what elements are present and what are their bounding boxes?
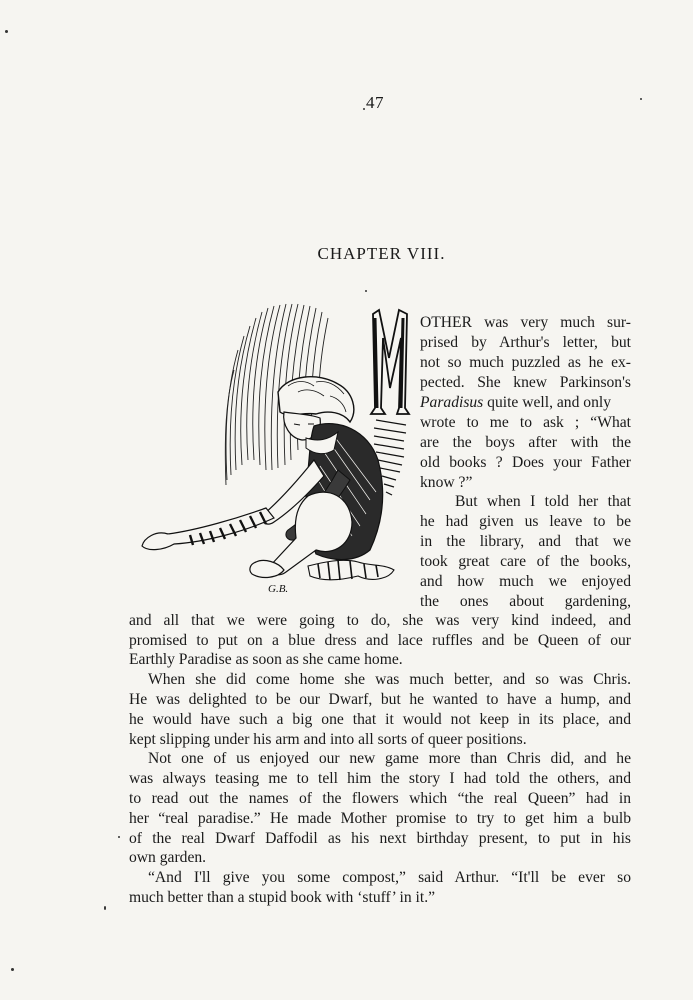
text-line: to read out the names of the flowers which “the real Queen” had in (129, 790, 631, 807)
text-line: pected. She knew Parkinson's (420, 374, 631, 391)
text-line: own garden. (129, 849, 207, 866)
scan-speck (363, 108, 365, 110)
text-line: prised by Arthur's letter, but (420, 334, 631, 351)
svg-text:M: M (369, 308, 370, 309)
scan-speck (11, 968, 14, 971)
text-line: was always teasing me to tell him the story I had told the others, and (129, 770, 631, 787)
text-line: he would have such a big one that it would not keep in its place, and (129, 711, 631, 728)
book-title: Paradisus (420, 394, 484, 411)
text-line: took great care of the books, (420, 553, 631, 570)
text-line: He was delighted to be our Dwarf, but he wanted to have a hump, and (129, 691, 631, 708)
text-line: of the real Dwarf Daffodil as his next birthday present, to put in his (129, 830, 631, 847)
text-line (420, 393, 631, 413)
text-fragment: quite well, and only (483, 394, 612, 411)
page-number: 47 (366, 93, 384, 112)
scan-speck (118, 836, 120, 838)
text-line: much better than a stupid book with ‘stuff’ in it.” (129, 889, 436, 906)
text-line: he had given us leave to be (420, 513, 631, 530)
text-line: wrote to me to ask ; “What (420, 414, 631, 431)
dropcap-letter (369, 308, 411, 420)
text-line: Not one of us enjoyed our new game more than Chris did, and he (148, 750, 631, 767)
chapter-title: CHAPTER VIII. (317, 244, 446, 263)
text-line: When she did come home she was much better, and so was Chris. (148, 671, 631, 688)
text-line: are the boys after with the (420, 434, 631, 451)
text-line: and all that we were going to do, she was very kind indeed, and (129, 612, 631, 629)
text-line: not so much puzzled as he ex- (420, 354, 631, 371)
text-line: and how much we enjoyed (420, 573, 631, 590)
text-line: in the library, and that we (420, 533, 631, 550)
text-line: kept slipping under his arm and into all sorts of queer positions. (129, 731, 527, 748)
text-line: old books ? Does your Father (420, 454, 631, 471)
text-line: promised to put on a blue dress and lace ruffles and be Queen of our (129, 632, 631, 649)
scan-speck (640, 98, 642, 100)
illustration-signature: G.B. (268, 583, 289, 595)
scan-speck (5, 30, 8, 33)
text-line: know ?” (420, 474, 473, 491)
text-line: OTHER was very much sur- (420, 314, 631, 331)
text-line: Earthly Paradise as soon as she came home. (129, 651, 403, 668)
text-line: her “real paradise.” He made Mother promise to try to get him a bulb (129, 810, 631, 827)
text-line: the ones about gardening, (420, 593, 631, 610)
text-line: But when I told her that (455, 493, 631, 510)
scan-speck (104, 906, 106, 910)
scan-speck (365, 290, 367, 292)
text-line: “And I'll give you some compost,” said Arthur. “It'll be ever so (148, 869, 631, 886)
